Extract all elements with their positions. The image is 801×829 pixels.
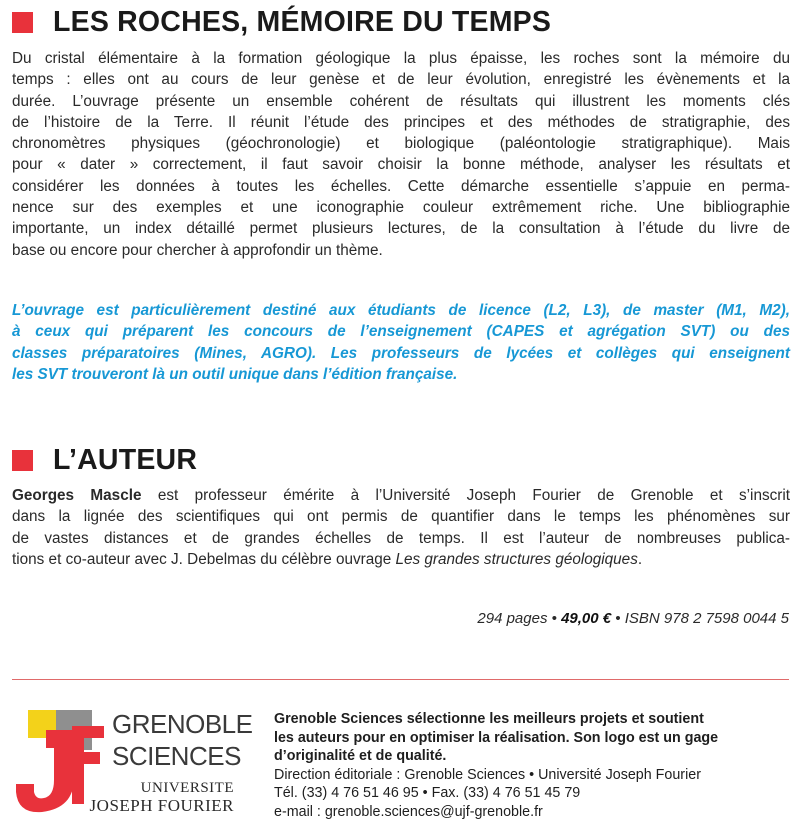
text-fragment: tions et co-auteur avec J. Debelmas du célèbre ouvrage [12,550,396,568]
text-line: L’ouvrage est particulièrement destiné aux étudiants de licence (L2, L3), de master (M1, M2), [12,302,790,319]
text-line: temps : elles ont au cours de leur genèse et de leur évolution, enregistré les évènements et la [12,71,790,89]
red-square-bullet [12,12,33,33]
logo-line: SCIENCES [112,741,241,771]
section-title: L’AUTEUR [53,444,198,476]
text-line: à ceux qui préparent les concours de l’enseignement (CAPES et agrégation SVT) ou des [12,323,790,341]
section-heading-auteur [12,444,197,477]
text-fragment: est professeur émérite à l’Université Joseph Fourier de Grenoble et s’inscrit [141,487,791,504]
audience-paragraph [12,300,790,385]
logo-line: UNIVERSITE [140,780,234,796]
text-line: les SVT trouveront là un outil unique dans l’édition française. [12,365,458,383]
divider-line [12,679,789,680]
text-line: considérer les données à toutes les échelles. Cette démarche essentielle s’appuie en perma- [12,177,790,195]
text-line: classes préparatoires (Mines, AGRO). Les professeurs de lycées et collèges qui enseignent [12,344,790,362]
text-line: importante, un index détaillé permet plusieurs lectures, de la consultation à l’étude du livre de [12,220,790,238]
pub-statement: Grenoble Sciences sélectionne les meilleurs projets et soutient [274,711,704,727]
logo-j-shape [16,730,74,812]
separator: • [611,610,625,627]
text-line [12,549,790,570]
section-title: LES ROCHES, MÉMOIRE DU TEMPS [53,6,552,38]
pub-statement: d’originalité et de qualité. [274,748,447,764]
book-title: Les grandes structures géologiques [395,550,638,568]
text-fragment: . [637,550,643,568]
author-paragraph [12,485,790,570]
price: 49,00 € [561,610,612,627]
text-line: de vastes distances et de grandes échelles de temps. Il est l’auteur de nombreuses publica- [12,529,790,547]
page-count: 294 pages [477,610,548,627]
logo-line: JOSEPH FOURIER [89,796,234,815]
pub-phone: Tél. (33) 4 76 51 46 95 • Fax. (33) 4 76 51 45 79 [274,785,581,801]
isbn: ISBN 978 2 7598 0044 5 [624,610,789,627]
text-line: base ou encore pour chercher à approfondir un thème. [12,241,383,259]
text-line: dans la lignée des scientifiques qui ont permis de quantifier dans le temps les phénomènes sur [12,508,790,526]
text-line: de l’histoire de la Terre. Il réunit l’étude des principes et des méthodes de stratigraphie, des [12,113,790,131]
text-line: Du cristal élémentaire à la formation géologique la plus épaisse, les roches sont la mémoire du [12,50,790,67]
red-square-bullet [12,450,33,471]
separator: • [547,610,562,627]
section-heading-roches [12,6,551,39]
text-line [12,485,790,506]
text-line: nence sur des exemples et une iconographie couleur extrêmement riche. Une bibliographie [12,199,790,217]
author-name: Georges Mascle [12,487,142,504]
pub-email: e-mail : grenoble.sciences@ujf-grenoble.fr [274,803,543,820]
grenoble-sciences-logo [12,708,252,820]
publisher-info [274,710,774,821]
logo-line: GRENOBLE [112,709,253,739]
pub-statement: les auteurs pour en optimiser la réalisation. Son logo est un gage [274,729,719,746]
text-line: pour « dater » correctement, il faut savoir choisir la bonne méthode, analyser les résultats et [12,156,790,174]
text-line: chronomètres physiques (géochronologie) et biologique (paléontologie stratigraphique). Mais [12,135,790,153]
text-line: durée. L’ouvrage présente un ensemble cohérent de résultats qui illustrent les moments clés [12,92,790,110]
pub-direction: Direction éditoriale : Grenoble Sciences • Université Joseph Fourier [274,766,701,783]
logo-wordmark [112,708,253,772]
logo-university [86,780,234,816]
description-paragraph [12,48,790,261]
book-meta [477,610,789,627]
